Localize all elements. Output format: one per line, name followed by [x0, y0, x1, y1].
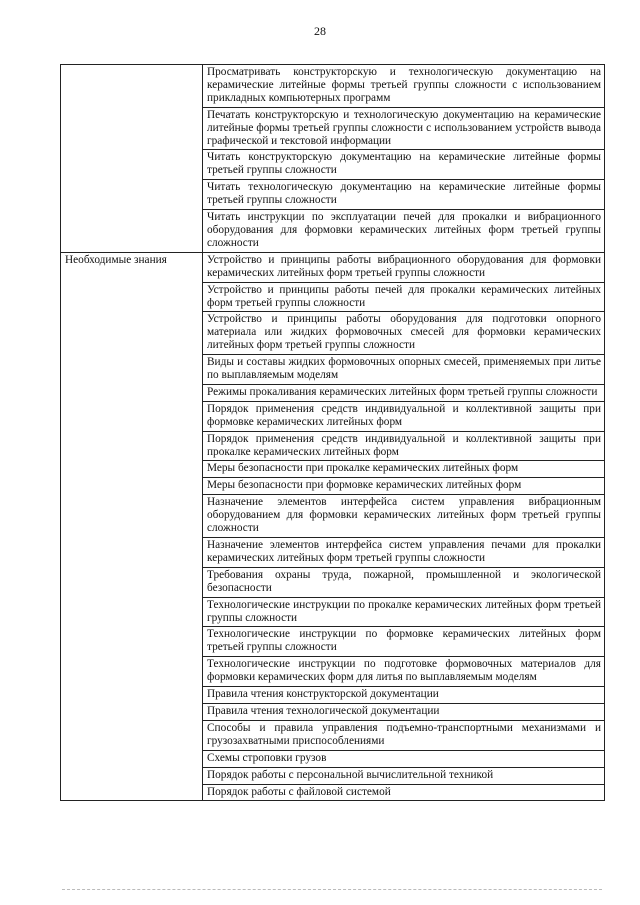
page-number: 28	[314, 24, 326, 38]
table-cell: Читать инструкции по эксплуатации печей для прокалки и вибрационного оборудования для формовки керамических литейных форм третьей группы сложности	[203, 210, 605, 253]
table-cell: Виды и составы жидких формовочных опорных смесей, применяемых при литье по выплавляемым моделям	[203, 355, 605, 385]
table-cell: Устройство и принципы работы вибрационного оборудования для формовки керамических литейных форм третьей группы сложности	[203, 252, 605, 282]
knowledge-label: Необходимые знания	[61, 252, 203, 801]
table-cell: Требования охраны труда, пожарной, промышленной и экологической безопасности	[203, 567, 605, 597]
table-cell: Схемы строповки грузов	[203, 750, 605, 767]
table-cell: Устройство и принципы работы оборудования для подготовки опорного материала или жидких формовочных смесей для формовки керамических литейных форм третьей группы сложности	[203, 312, 605, 355]
skills-label-cell	[61, 65, 203, 253]
table-cell: Правила чтения технологической документации	[203, 703, 605, 720]
table-cell: Меры безопасности при прокалке керамических литейных форм	[203, 461, 605, 478]
table-cell: Порядок работы с файловой системой	[203, 784, 605, 801]
table-cell: Технологические инструкции по прокалке керамических литейных форм третьей группы сложности	[203, 597, 605, 627]
scan-edge-line	[62, 889, 602, 890]
table-cell: Меры безопасности при формовке керамических литейных форм	[203, 478, 605, 495]
table-cell: Технологические инструкции по формовке керамических литейных форм третьей группы сложности	[203, 627, 605, 657]
table-cell: Назначение элементов интерфейса систем управления печами для прокалки керамических литейных форм третьей группы сложности	[203, 538, 605, 568]
table-cell: Просматривать конструкторскую и технологическую документацию на керамические литейные формы третьей группы сложности с использованием прикладных компьютерных программ	[203, 65, 605, 108]
table-cell: Печатать конструкторскую и технологическую документацию на керамические литейные формы третьей группы сложности с использованием устройств вывода графической и текстовой информации	[203, 107, 605, 150]
table-cell: Способы и правила управления подъемно-транспортными механизмами и грузозахватными приспособлениями	[203, 720, 605, 750]
table-cell: Читать конструкторскую документацию на керамические литейные формы третьей группы сложности	[203, 150, 605, 180]
table-cell: Технологические инструкции по подготовке формовочных материалов для формовки керамических форм для литья по выплавляемым моделям	[203, 657, 605, 687]
table-cell: Порядок применения средств индивидуальной и коллективной защиты при прокалке керамических литейных форм	[203, 431, 605, 461]
table-cell: Порядок применения средств индивидуальной и коллективной защиты при формовке керамических литейных форм	[203, 401, 605, 431]
table-cell: Режимы прокаливания керамических литейных форм третьей группы сложности	[203, 384, 605, 401]
competency-table	[60, 64, 605, 801]
table-cell: Порядок работы с персональной вычислительной техникой	[203, 767, 605, 784]
table-row	[61, 65, 605, 108]
table-cell: Устройство и принципы работы печей для прокалки керамических литейных форм третьей группы сложности	[203, 282, 605, 312]
table-cell: Назначение элементов интерфейса систем управления вибрационным оборудованием для формовки керамических литейных форм третьей группы сложности	[203, 495, 605, 538]
table-row	[61, 252, 605, 282]
table-cell: Читать технологическую документацию на керамические литейные формы третьей группы сложности	[203, 180, 605, 210]
table-cell: Правила чтения конструкторской документации	[203, 687, 605, 704]
